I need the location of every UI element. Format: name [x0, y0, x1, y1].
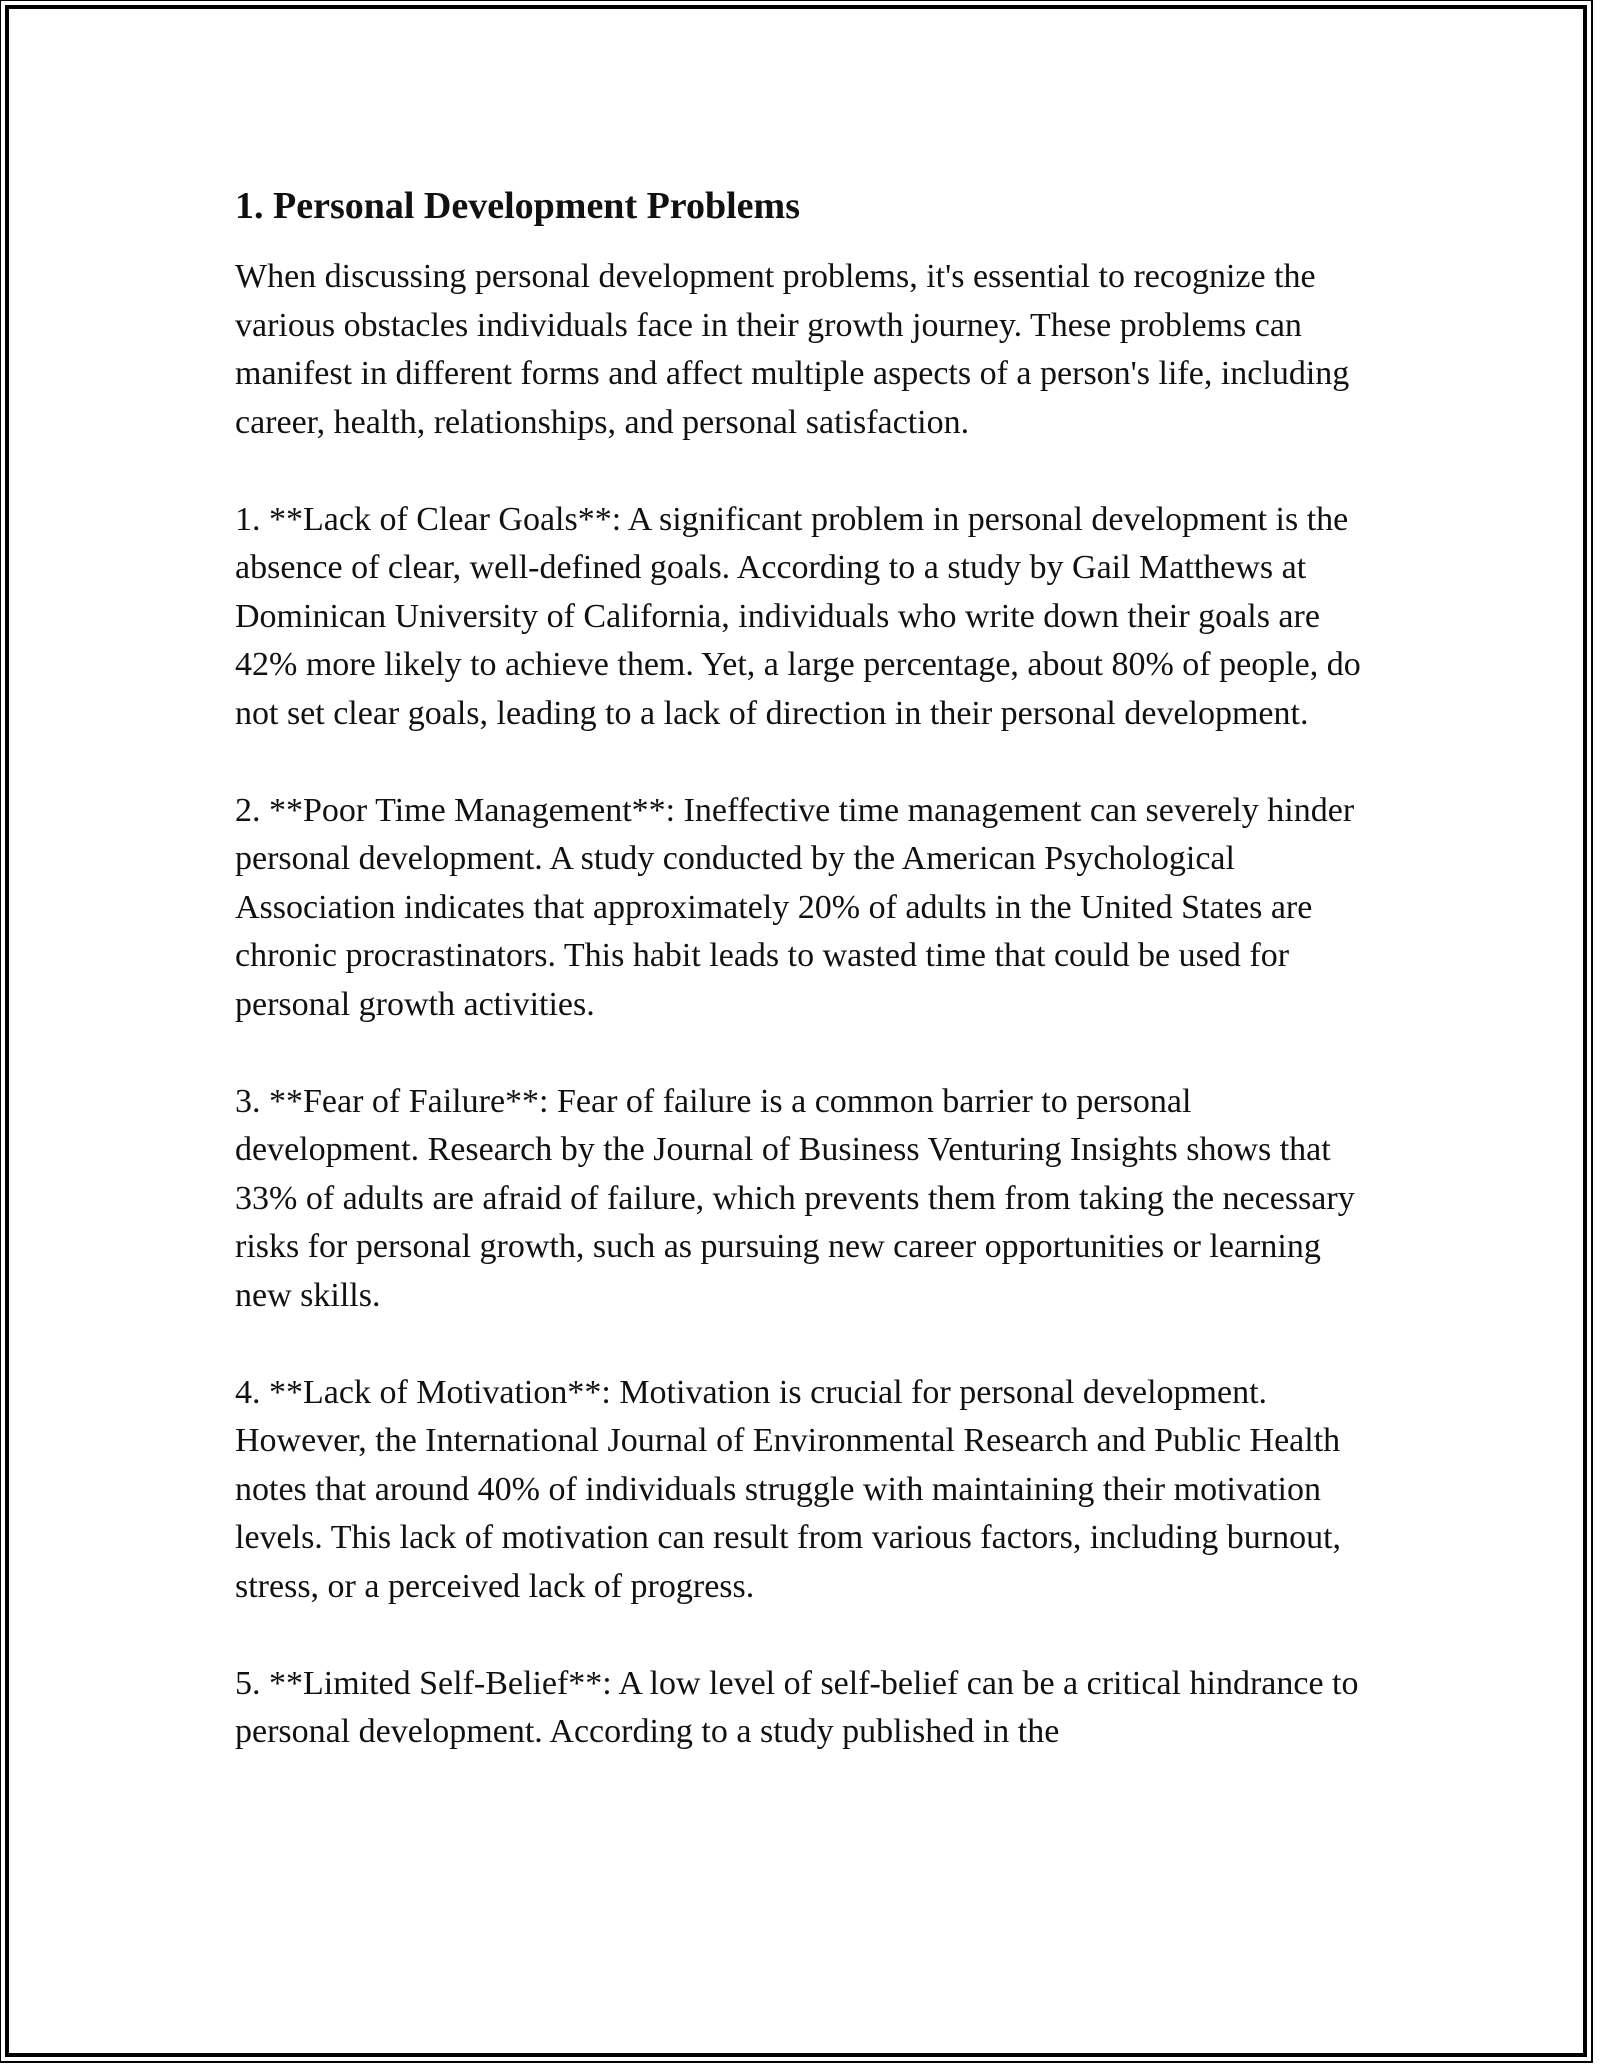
item-limited-self-belief: 5. **Limited Self-Belief**: A low level of self-belief can be a critical hindrance to personal development. According to a study published in the [235, 1664, 1359, 1751]
document-body [235, 180, 1365, 1805]
intro-paragraph: When discussing personal development problems, it's essential to recognize the various obstacles individuals face in their growth journey. These problems can manifest in different forms and affect multiple aspects of a person's life, including career, health, relationships, and personal satisfaction. [235, 258, 1350, 441]
item-poor-time-management: 2. **Poor Time Management**: Ineffective time management can severely hinder personal development. A study conducted by the American Psychological Association indicates that approximately 20% of adults in the United States are chronic procrastinators. This habit leads to wasted time that could be used for personal growth activities. [235, 791, 1355, 1023]
item-fear-of-failure: 3. **Fear of Failure**: Fear of failure is a common barrier to personal development. Research by the Journal of Business Venturing Insights shows that 33% of adults are afraid of failure, which prevents them from taking the necessary risks for personal growth, such as pursuing new career opportunities or learning new skills. [235, 1082, 1355, 1314]
item-lack-of-clear-goals: 1. **Lack of Clear Goals**: A significant problem in personal development is the absence of clear, well-defined goals. According to a study by Gail Matthews at Dominican University of California, individuals who write down their goals are 42% more likely to achieve them. Yet, a large percentage, about 80% of people, do not set clear goals, leading to a lack of direction in their personal development. [235, 500, 1361, 732]
item-lack-of-motivation: 4. **Lack of Motivation**: Motivation is crucial for personal development. However, the International Journal of Environmental Research and Public Health notes that around 40% of individuals struggle with maintaining their motivation levels. This lack of motivation can result from various factors, including burnout, stress, or a perceived lack of progress. [235, 1373, 1342, 1605]
section-heading: 1. Personal Development Problems [235, 185, 800, 227]
